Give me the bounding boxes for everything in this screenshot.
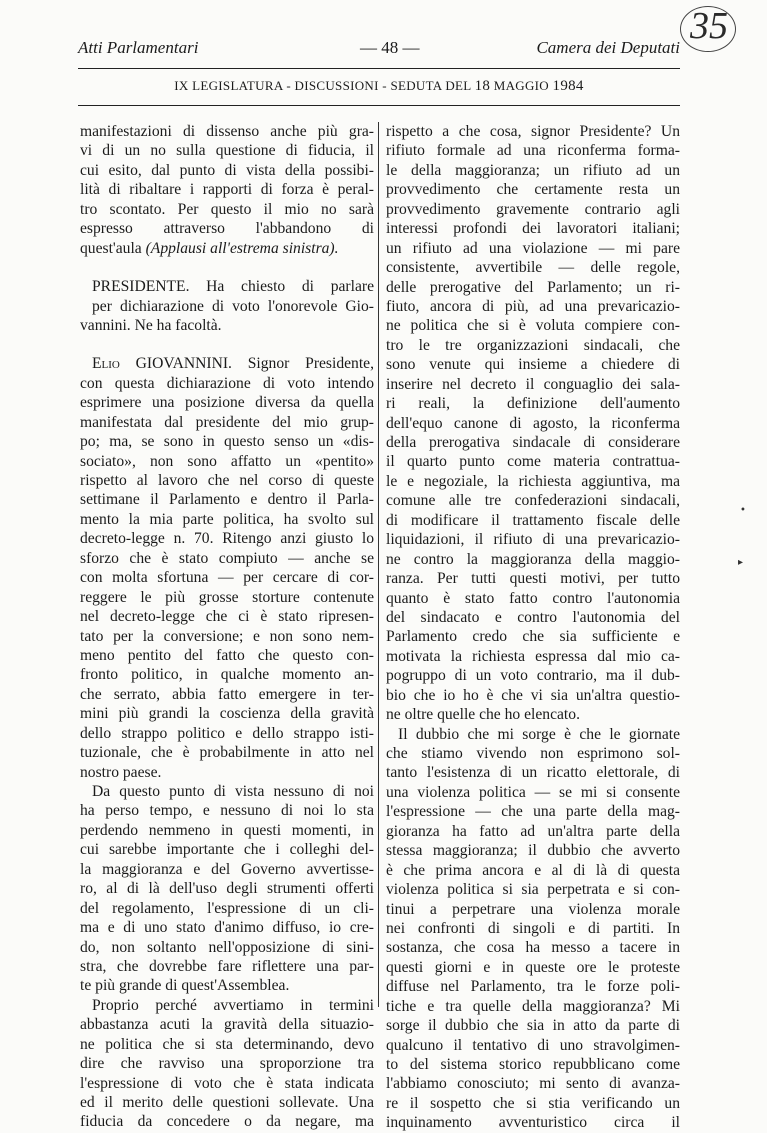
text-line: provvedimento gravemente contrario agli <box>386 200 680 218</box>
text-line: vannini. Ne ha facoltà. <box>80 316 222 334</box>
header-right: Camera dei Deputati <box>536 38 680 57</box>
text-line: le e negoziale, la richiesta aggiuntiva, ma <box>386 472 680 490</box>
text-line: sostanza, che cosa ha messo a tacere in <box>386 939 680 957</box>
text-line: del sindacato e contro l'autonomia del <box>386 608 680 626</box>
text-line: manifestata dal presidente del mio grup- <box>80 413 374 431</box>
text-line: delle prerogative del Parlamento; un ri- <box>386 278 680 296</box>
text-line: tato per la conversione; e non sono nem- <box>80 627 374 645</box>
text-line: un rifiuto ad una violazione — mi pare <box>386 239 680 257</box>
text-line: lità di ribaltare i rapporti di forza è peral- <box>80 181 374 199</box>
text-line: decreto-legge n. 70. Ritengo anzi giusto lo <box>80 530 374 548</box>
text-line: violenza politica si sia perpetrata e si con- <box>386 881 680 899</box>
text-line: ranza. Per tutti questi motivi, per tutto <box>386 570 680 588</box>
text-line: te più grande di quest'Assemblea. <box>80 977 290 995</box>
text-line: reggere le più grosse storture contenute <box>80 588 374 606</box>
paragraph-rifiuto <box>386 122 680 725</box>
text-line: per dichiarazione di voto l'onorevole Gio- <box>92 297 374 315</box>
text-line: gioranza ha fatto ad un'altra parte della <box>386 822 680 840</box>
column-divider <box>378 122 379 1007</box>
text-line: sono venute qui insieme a chiedere di <box>386 356 680 374</box>
text-line: inquinamento avventuristico circa il <box>386 1114 680 1132</box>
text-line: ma e di uno stato d'animo diffuso, io cre- <box>80 919 374 937</box>
text-line: nei confronti di singoli e di partiti. In <box>386 919 680 937</box>
text-line: vi di un no sulla questione di fiducia, il <box>80 142 374 160</box>
text-line: nel decreto-legge che ci è stato ripresen- <box>80 608 374 626</box>
page-header <box>78 38 680 62</box>
text-line: rispetto a che cosa, signor Presidente? Un <box>386 123 680 140</box>
text-line: quest'aula (Applausi all'estrema sinistra). <box>80 239 339 257</box>
text-line: tro le tre organizzazioni sindacali, che <box>386 336 680 354</box>
text-line: provvedimento che certamente resta un <box>386 181 680 199</box>
text-line: Il dubbio che mi sorge è che le giornate <box>398 725 680 743</box>
text-line: tinui a perpetrare una violenza morale <box>386 900 680 918</box>
text-line: consistente, avvertibile — delle regole, <box>386 259 680 277</box>
text-line: del regolamento, l'espressione di un cli- <box>80 899 374 917</box>
text-line: abbastanza acuti la gravità della situazio- <box>80 1016 374 1034</box>
text-line: pogruppo di un voto contrario, ma il dub- <box>386 667 680 685</box>
header-rule <box>78 68 680 69</box>
text-line: motivata la richiesta espressa dal mio ca- <box>386 647 680 665</box>
text-line: della prerogativa sindacale di considerare <box>386 434 680 451</box>
text-line: fiducia da concedere o da negare, ma <box>80 1113 374 1131</box>
text-line: ne contro la maggioranza della maggio- <box>386 550 680 568</box>
text-line: che serrato, abbia fatto emergere in ter- <box>80 685 374 703</box>
session-subheader: IX LEGISLATURA - DISCUSSIONI - SEDUTA DEL 18 MAGGIO 1984 <box>174 78 584 94</box>
text-line: tuzionale, che è probabilmente in atto nel <box>80 744 374 762</box>
text-line: perdendo nemmeno in questi momenti, in <box>80 821 374 839</box>
text-line: cui esito, dal punto di vista della possibi- <box>80 161 374 179</box>
text-line: re il sospetto che si stia verificando un <box>386 1094 680 1112</box>
text-line: il quarto punto come materia contrattua- <box>386 453 680 471</box>
text-line: to del sistema storico repubblicano come <box>386 1056 680 1073</box>
text-line: ed il merito delle questioni sollevate. Una <box>80 1094 374 1111</box>
text-line: meno pentito del fatto che questo con- <box>80 646 374 664</box>
right-column <box>386 122 680 1133</box>
text-line: fronto politico, in qualche momento an- <box>80 666 374 684</box>
text-line: Elio GIOVANNINI. Signor Presidente, <box>92 355 374 373</box>
text-line: la maggioranza e del Governo avvertisse- <box>80 860 374 878</box>
text-line: questi giorni e in queste ore le proteste <box>386 958 680 976</box>
text-line: mento la mia parte politica, ha svolto sul <box>80 510 374 528</box>
applause-note: (Applausi all'estrema sinistra). <box>145 239 339 257</box>
text-line: stra, che dovrebbe fare riflettere una par- <box>80 957 374 975</box>
paragraph-presidente <box>80 277 374 335</box>
text-line: con molta sfortuna — per cercare di cor- <box>80 569 374 587</box>
text-line: l'abbiamo conosciuto; mi sento di avanza- <box>386 1075 680 1093</box>
text-line: l'espressione — che una parte della mag- <box>386 803 680 821</box>
text-line: sociato», non sono affatto un «pentito» <box>80 452 374 470</box>
text-line: ne oltre quelle che ho elencato. <box>386 706 580 724</box>
text-line: tro scontato. Per questo il mio no sarà <box>80 200 374 218</box>
paragraph-dissent <box>80 122 374 258</box>
text-line: dell'equo canone di agosto, la riconferma <box>386 414 680 432</box>
text-line: espresso attraverso l'abbandono di <box>80 220 374 238</box>
text-line: di modificare il trattamento fiscale delle <box>386 511 680 529</box>
margin-mark: • <box>740 505 746 516</box>
subheader-rule <box>78 105 680 106</box>
text-line: ro, al di là dell'uso degli strumenti offerti <box>80 880 374 898</box>
text-line: interessi profondi dei lavoratori italiani; <box>386 220 680 238</box>
header-left: Atti Parlamentari <box>78 38 199 57</box>
text-line: po; ma, se sono in questo senso un «dis- <box>80 433 374 451</box>
margin-mark: ▸ <box>738 557 744 568</box>
text-line: tiche e tra quelle della maggioranza? Mi <box>386 997 680 1015</box>
text-line: qualcuno il tentativo di uno stravolgimen- <box>386 1036 680 1054</box>
text-line: sforzo che è stato compiuto — anche se <box>80 549 374 567</box>
stamp-number: 35 <box>690 5 728 47</box>
text-line: mini più grandi la coscienza della gravità <box>80 705 374 723</box>
paragraph-proprio-perche <box>80 996 374 1132</box>
text-line: con questa dichiarazione di voto intendo <box>80 374 374 392</box>
text-line: le della maggioranza; un rifiuto ad un <box>386 161 680 179</box>
text-line: rifiuto formale ad una riconferma forma- <box>386 142 680 160</box>
text-line: ne politica che si è voluta compiere con- <box>386 317 680 335</box>
text-line: rispetto al lavoro che nel corso di queste <box>80 472 374 489</box>
text-line: quanto è stato fatto contro l'autonomia <box>386 589 680 607</box>
page-number: — 48 — <box>360 38 420 57</box>
text-line: Da questo punto di vista nessuno di noi <box>92 783 374 800</box>
text-line: fiuto, ancora di più, ad una prevaricazio- <box>386 297 680 315</box>
text-line: dello strappo politico e dello strappo isti- <box>80 724 374 742</box>
text-line: ri reali, la definizione dell'aumento <box>386 395 680 413</box>
text-line: esprimere una posizione diversa da quella <box>80 394 374 412</box>
text-line: inserire nel decreto il conguaglio dei sala- <box>386 375 680 393</box>
left-column <box>80 122 374 1132</box>
speaker-name: Elio GIOVANNINI. <box>92 355 232 373</box>
text-line: l'espressione di voto che è stata indicata <box>80 1074 374 1092</box>
text-line: nostro paese. <box>80 763 162 781</box>
text-line: settimane il Parlamento e dentro il Parla- <box>80 491 374 509</box>
text-line: una violenza politica — se mi si consente <box>386 783 680 801</box>
text-line: PRESIDENTE. Ha chiesto di parlare <box>92 278 374 296</box>
text-line: ne politica che si sta determinando, devo <box>80 1035 374 1053</box>
handwritten-page-stamp <box>680 2 738 54</box>
text-line: cui sarebbe importante che i colleghi del- <box>80 841 374 859</box>
text-line: stessa maggioranza; il dubbio che avverto <box>386 842 680 860</box>
text-line: liquidazioni, il rifiuto di una prevaricazio- <box>386 531 680 549</box>
text-line: che stiamo vivendo non esprimono sol- <box>386 745 680 762</box>
text-line: bio che io ho è che vi sia un'altra questio- <box>386 686 680 704</box>
text-line: Parlamento credo che sia sufficiente e <box>386 628 680 646</box>
paragraph-punto-di-vista <box>80 782 374 996</box>
text-line: tanto l'esistenza di un ricatto elettorale, di <box>386 764 680 782</box>
text-line: Proprio perché avvertiamo in termini <box>92 996 374 1014</box>
text-line: ha perso tempo, e nessuno di noi lo sta <box>80 802 374 820</box>
text-line: manifestazioni di dissenso anche più gra- <box>80 123 374 140</box>
text-line: dire che ravviso una sproporzione tra <box>80 1055 374 1073</box>
text-line: diffuse nel Parlamento, tra le forze poli- <box>386 978 680 996</box>
text-line: do, non soltanto nell'opposizione di sini- <box>80 938 374 956</box>
text-line: comune alle tre confederazioni sindacali, <box>386 492 680 510</box>
text-line: sorge il dubbio che sia in atto da parte di <box>386 1017 680 1035</box>
paragraph-giovannini <box>80 354 374 782</box>
paragraph-dubbio <box>386 725 680 1133</box>
text-line: è che prima ancora e al di là di questa <box>386 861 680 879</box>
